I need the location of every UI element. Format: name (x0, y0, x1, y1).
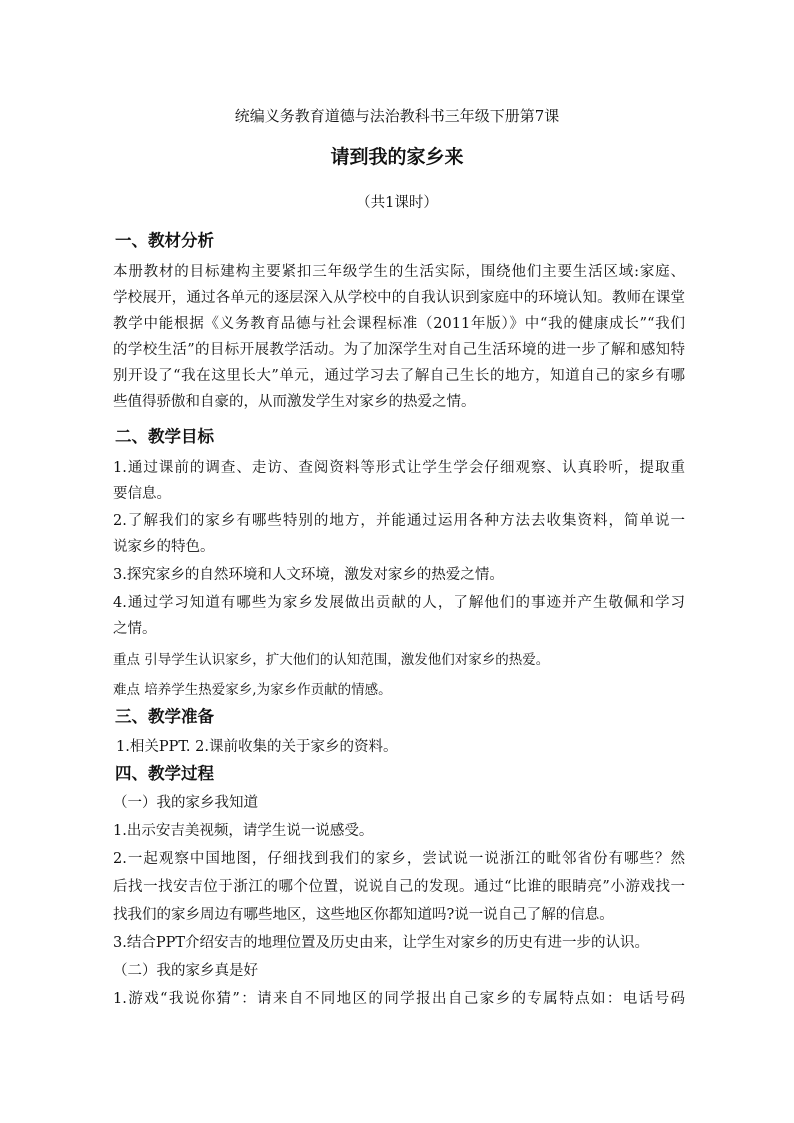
section-heading-process: 四、教学过程 (115, 764, 214, 783)
paragraph-line: 些值得骄傲和自豪的，从而激发学生对家乡的热爱之情。 (113, 394, 476, 410)
section-heading-analysis: 一、教材分析 (115, 231, 214, 250)
subsection-heading: （二）我的家乡真是好 (113, 963, 258, 979)
objective-line: 3.探究家乡的自然环境和人文环境，激发对家乡的热爱之情。 (113, 567, 504, 583)
objective-line: 要信息。 (113, 486, 171, 502)
preparation-line: 1.相关PPT. 2.课前收集的关于家乡的资料。 (116, 739, 398, 755)
paragraph-line: 的学校生活”的目标开展教学活动。为了加深学生对自己生活环境的进一步了解和感知特 (113, 342, 685, 358)
subsection-heading: （一）我的家乡我知道 (113, 795, 258, 811)
objective-line: 4.通过学习知道有哪些为家乡发展做出贡献的人，了解他们的事迹并产生敬佩和学习 (113, 595, 685, 611)
process-line: 1.游戏“我说你猜”：请来自不同地区的同学报出自己家乡的专属特点如：电话号码 (113, 991, 685, 1007)
process-line: 3.结合PPT介绍安吉的地理位置及历史由来，让学生对家乡的历史有进一步的认识。 (113, 935, 650, 951)
paragraph-line: 别开设了“我在这里长大”单元，通过学习去了解自己生长的地方，知道自己的家乡有哪 (113, 368, 685, 384)
key-point: 重点 引导学生认识家乡，扩大他们的认知范围，激发他们对家乡的热爱。 (113, 652, 550, 668)
class-duration: （共1课时） (356, 195, 438, 211)
objective-line: 之情。 (113, 621, 157, 637)
paragraph-line: 教学中能根据《义务教育品德与社会课程标准（2011年版）》中“我的健康成长”“我们 (113, 316, 685, 332)
section-heading-preparation: 三、教学准备 (115, 707, 214, 726)
paragraph-line: 本册教材的目标建构主要紧扣三年级学生的生活实际，围绕他们主要生活区域:家庭、 (113, 264, 685, 280)
objective-line: 说家乡的特色。 (113, 539, 215, 555)
difficulty-point: 难点 培养学生热爱家乡,为家乡作贡献的情感。 (113, 682, 392, 698)
section-heading-objectives: 二、教学目标 (115, 427, 214, 446)
document-subtitle: 统编义务教育道德与法治教科书三年级下册第7课 (234, 107, 560, 125)
objective-line: 1.通过课前的调查、走访、查阅资料等形式让学生学会仔细观察、认真聆听，提取重 (113, 460, 685, 476)
process-line: 找我们的家乡周边有哪些地区，这些地区你都知道吗?说一说自己了解的信息。 (113, 907, 614, 923)
process-line: 后找一找安吉位于浙江的哪个位置，说说自己的发现。通过“比谁的眼睛亮”小游戏找一 (113, 879, 685, 895)
process-line: 2.一起观察中国地图，仔细找到我们的家乡，尝试说一说浙江的毗邻省份有哪些？然 (113, 851, 685, 867)
paragraph-line: 学校展开，通过各单元的逐层深入从学校中的自我认识到家庭中的环境认知。教师在课堂 (113, 290, 685, 306)
document-title: 请到我的家乡来 (330, 146, 464, 168)
objective-line: 2.了解我们的家乡有哪些特别的地方，并能通过运用各种方法去收集资料，简单说一 (113, 513, 685, 529)
process-line: 1.出示安吉美视频，请学生说一说感受。 (113, 823, 374, 839)
